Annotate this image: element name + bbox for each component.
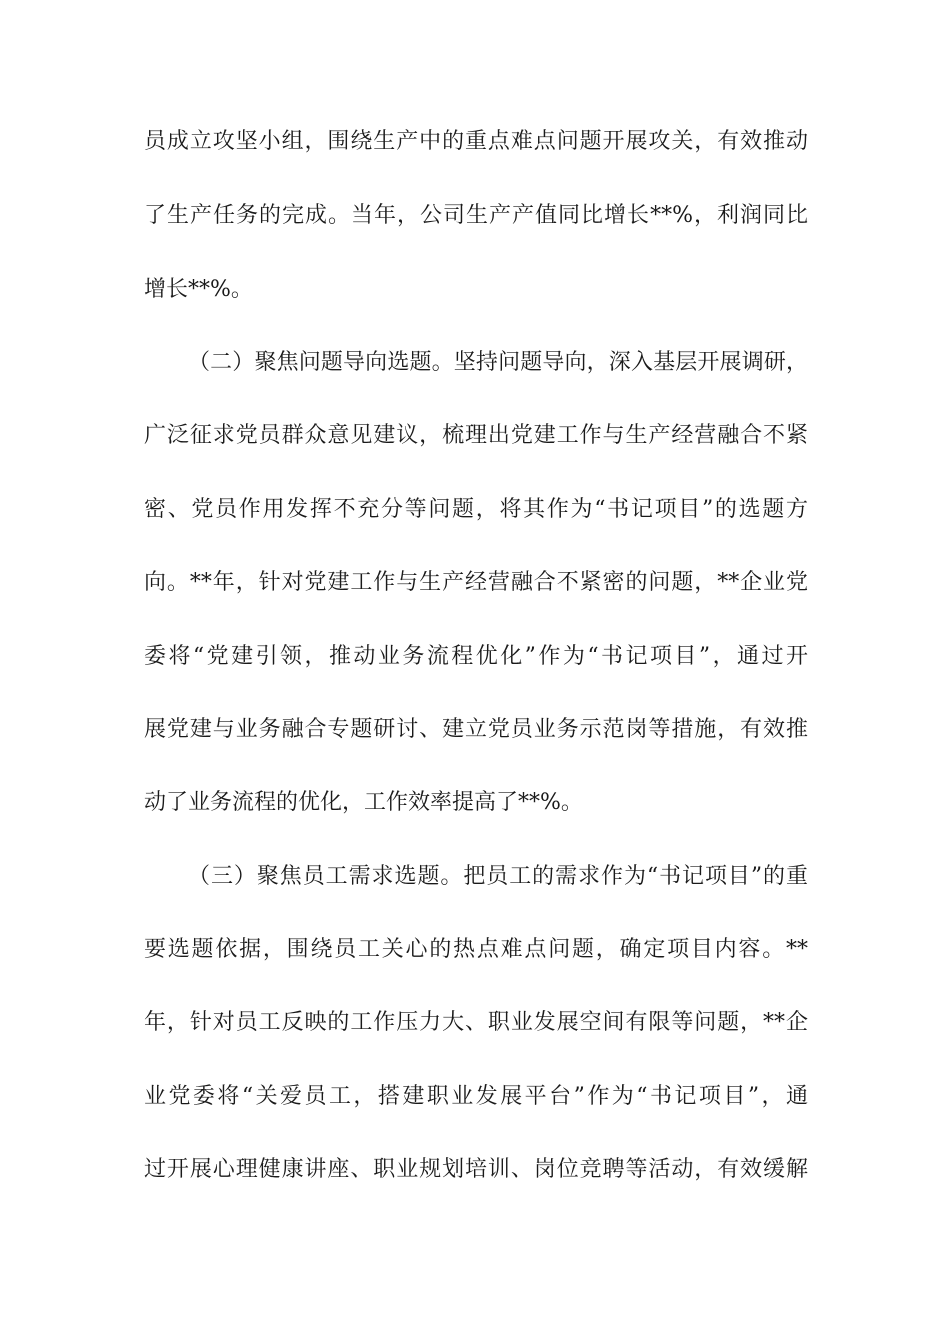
text-line: 密、党员作用发挥不充分等问题，将其作为“书记项目”的选题方 xyxy=(144,497,808,522)
paragraph-heading-line: （二）聚焦问题导向选题。坚持问题导向，深入基层开展调研， xyxy=(188,350,808,375)
text-line: 委将“党建引领，推动业务流程优化”作为“书记项目”，通过开 xyxy=(144,644,808,669)
text-line: 要选题依据，围绕员工关心的热点难点问题，确定项目内容。** xyxy=(144,937,808,962)
text-line: 向。**年，针对党建工作与生产经营融合不紧密的问题，**企业党 xyxy=(144,570,808,595)
text-line: 广泛征求党员群众意见建议，梳理出党建工作与生产经营融合不紧 xyxy=(144,423,808,448)
text-line: 年，针对员工反映的工作压力大、职业发展空间有限等问题，**企 xyxy=(144,1010,808,1035)
text-line: 了生产任务的完成。当年，公司生产产值同比增长**%，利润同比 xyxy=(144,203,808,228)
text-line: 员成立攻坚小组，围绕生产中的重点难点问题开展攻关，有效推动 xyxy=(144,129,808,154)
text-line: 业党委将“关爱员工，搭建职业发展平台”作为“书记项目”，通 xyxy=(144,1084,808,1109)
text-line: 展党建与业务融合专题研讨、建立党员业务示范岗等措施，有效推 xyxy=(144,717,808,742)
text-line: 动了业务流程的优化，工作效率提高了**%。 xyxy=(144,790,583,815)
paragraph-heading-line: （三）聚焦员工需求选题。把员工的需求作为“书记项目”的重 xyxy=(188,864,808,889)
text-line: 过开展心理健康讲座、职业规划培训、岗位竞聘等活动，有效缓解 xyxy=(144,1157,808,1182)
text-line: 增长**%。 xyxy=(144,277,253,302)
